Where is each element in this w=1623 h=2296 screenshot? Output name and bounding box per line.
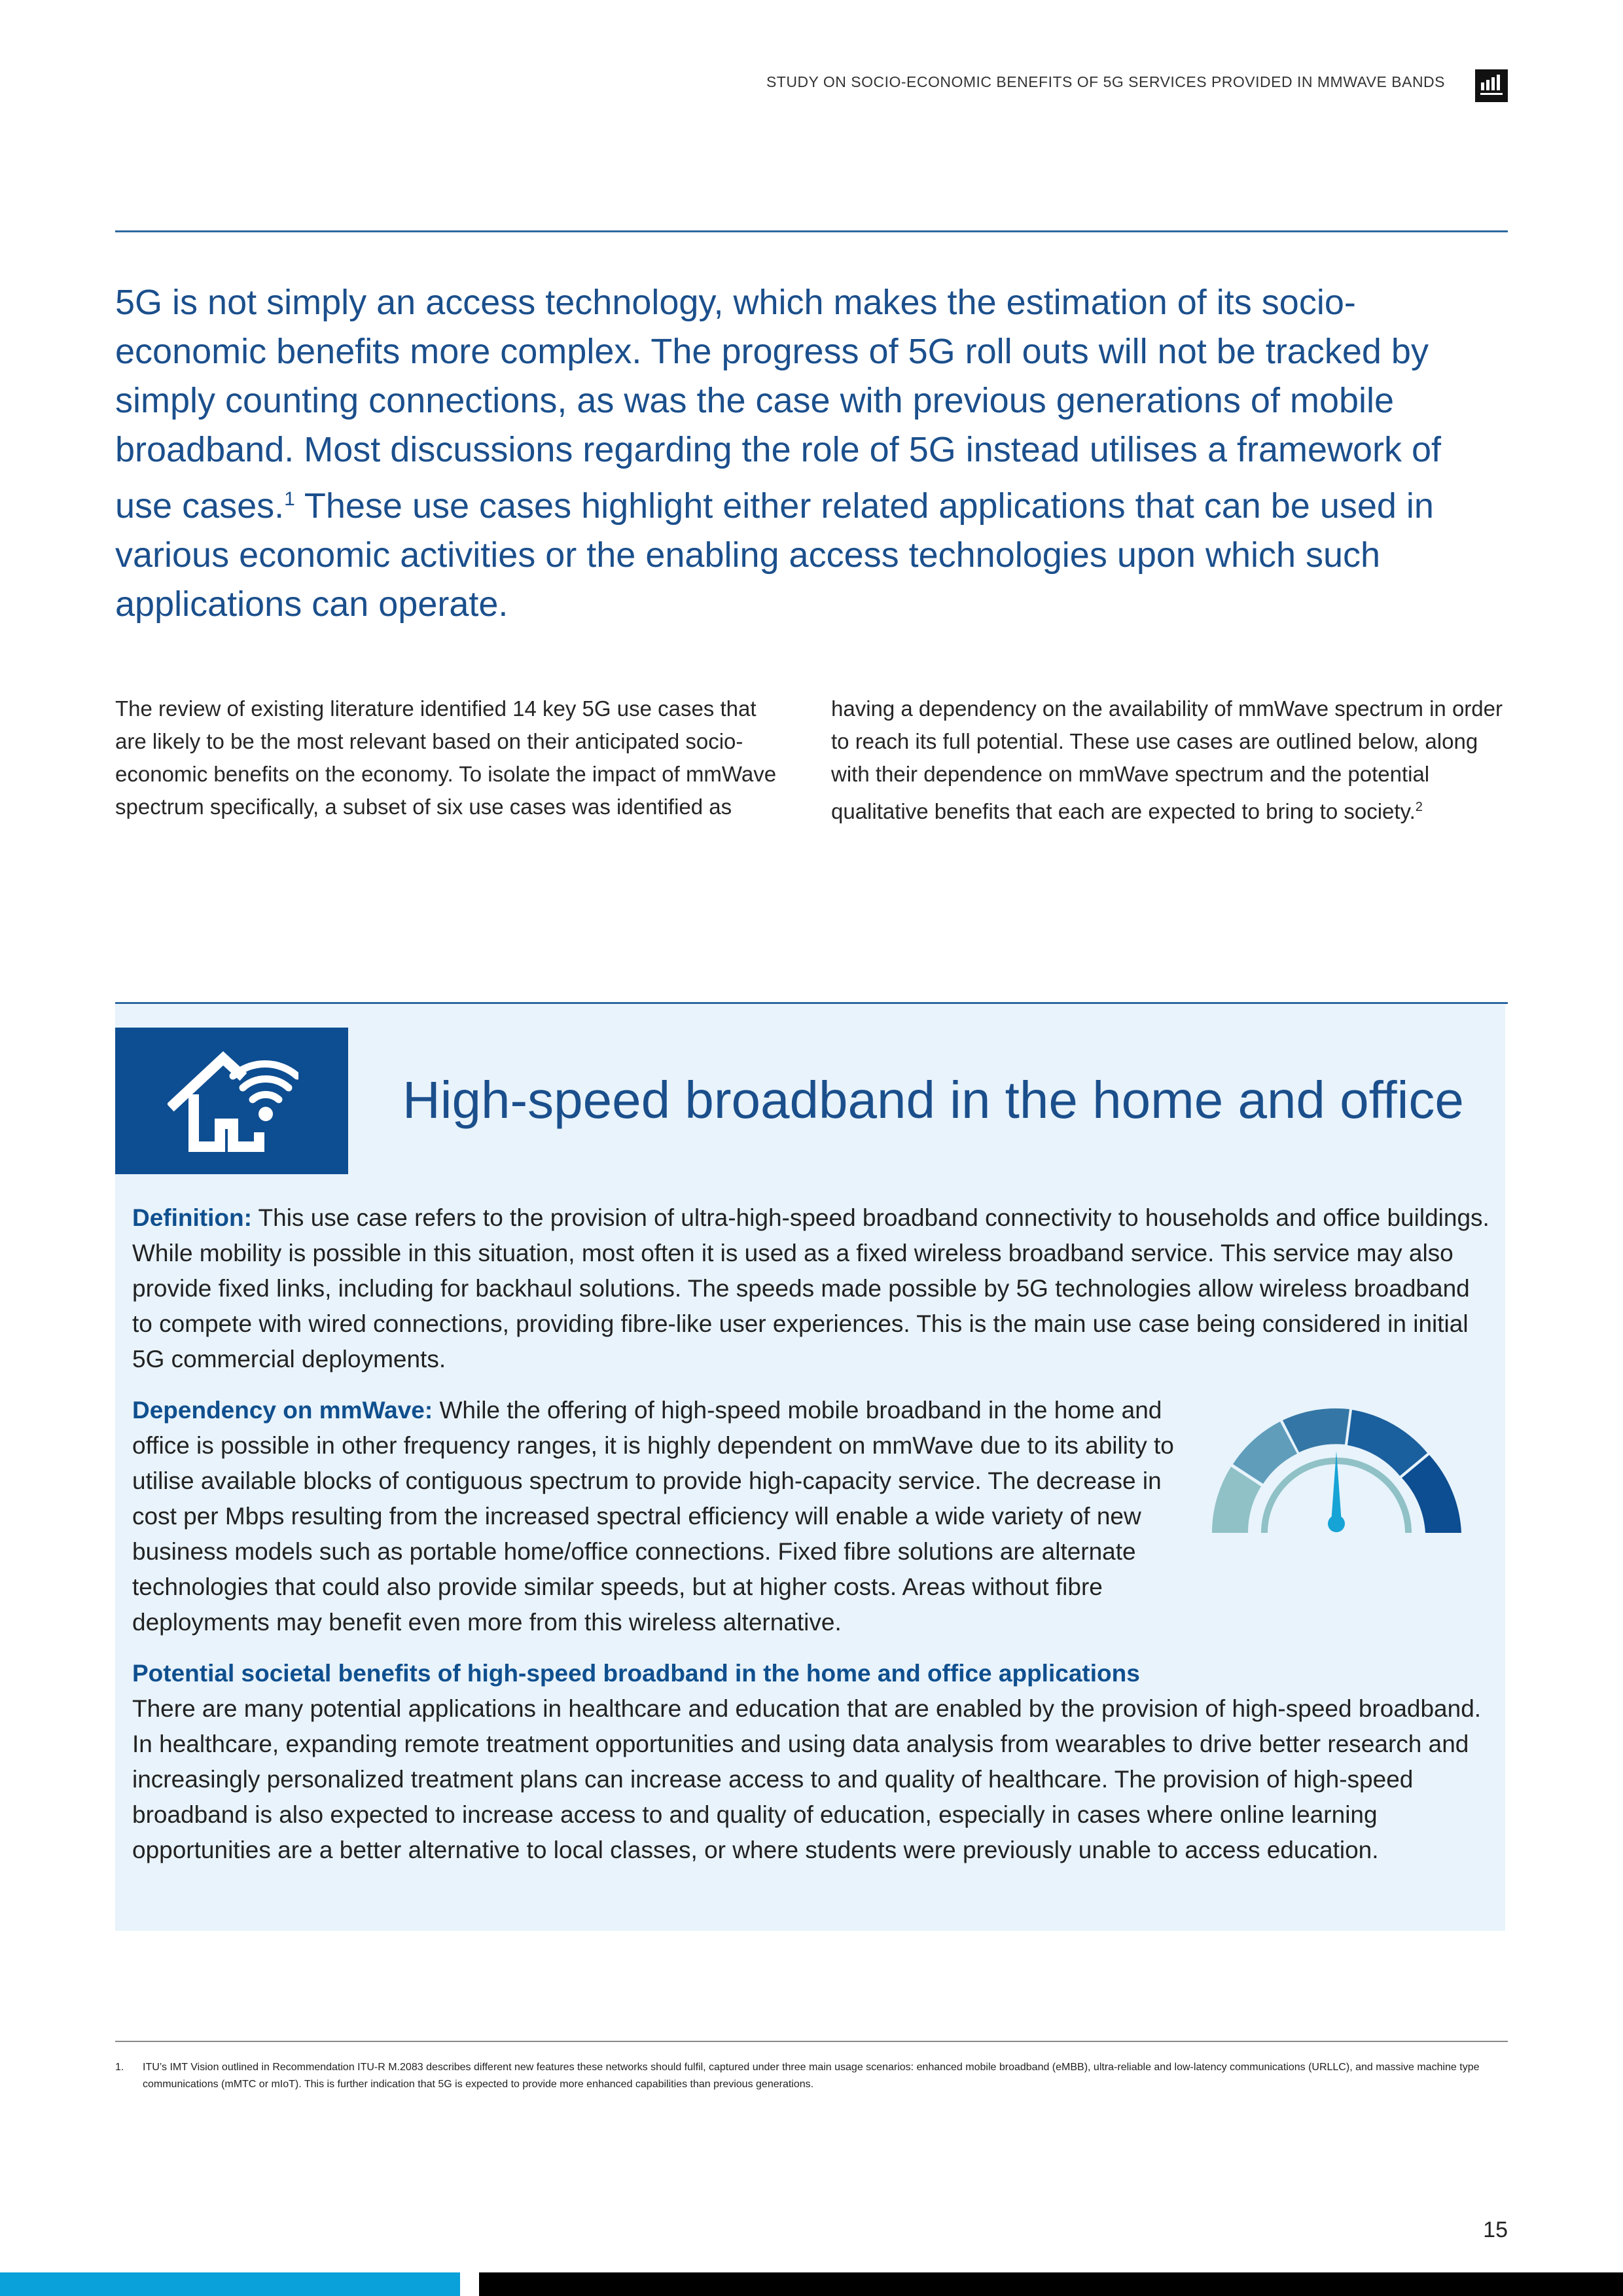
body-text: The review of existing literature identified 14 key 5G use cases that are likely to be the most relevant based on their anticipated socio-economic benefits on the economy. To isolate the impact of mmWave spectrum specifically, a subset of six use cases was identified as having a dependency on the availability of mmWave spectrum in order to reach its full potential. These use cases are outlined below, along with their dependence on mmWave spectrum and the potential qualitative benefits that each are expected to bring to society.$^2$: [115, 696, 1503, 823]
top-divider: [115, 230, 1508, 232]
speedometer-icon: [1211, 1404, 1463, 1545]
home-wifi-icon: [115, 1028, 348, 1174]
header-title: STUDY ON SOCIO-ECONOMIC BENEFITS OF 5G SERVICES PROVIDED IN MMWAVE BANDS: [766, 73, 1445, 90]
footnote-divider: [115, 2041, 1508, 2042]
gsma-logo-icon: [1475, 69, 1508, 102]
footnote-ref-1[interactable]: 1: [284, 488, 295, 510]
definition-paragraph: Definition: This use case refers to the provision of ultra-high-speed broadband connectivity to households and office buildings. While mobility is possible in this situation, most often it is used as a fixed wireless broadband service. This service may also provide fixed links, including for backhaul solutions. The speeds made possible by 5G technologies allow wireless broadband to compete with wired connections, providing fibre-like user experiences. This is the main use case being considered in initial 5G commercial deployments.: [132, 1204, 1489, 1372]
dependency-label: Dependency on mmWave:: [132, 1397, 433, 1424]
definition-label: Definition:: [132, 1204, 252, 1231]
section-divider: [115, 1002, 1508, 1004]
use-case-title: High-speed broadband in the home and office: [402, 1071, 1464, 1129]
dependency-paragraph: Dependency on mmWave: While the offering of high-speed mobile broadband in the home and office is possible in other frequency ranges, it is highly dependent on mmWave due to its ability to utilise available blocks of contiguous spectrum to provide high-capacity service. The decrease in cost per Mbps resulting from the increased spectral efficiency will enable a wide variety of new business models such as portable home/office connections. Fixed fibre solutions are alternate technologies that could also provide similar speeds, but at higher costs. Areas without fibre deployments may benefit even more from this wireless alternative.: [132, 1397, 1174, 1636]
footnote-1: [115, 2059, 1489, 2093]
footnote-number: 1.: [115, 2062, 124, 2073]
footnote-text: ITU’s IMT Vision outlined in Recommendation ITU-R M.2083 describes different new features these networks should fulfil, captured under three main usage scenarios: enhanced mobile broadband (eMBB), ultra-reliable and low-latency communications (URLLC), and massive machine type communications (mMTC or mIoT). This is further indication that 5G is expected to provide more enhanced capabilities than previous generations.: [143, 2062, 1480, 2090]
footer-bar-black: [479, 2272, 1623, 2296]
intro-paragraph: 5G is not simply an access technology, which makes the estimation of its socio-economic benefits more complex. The progress of 5G roll outs will not be tracked by simply counting connections, as was the case with previous generations of mobile broadband. Most discussions regarding the role of 5G instead utilises a framework of use cases.$^1$ These use cases highlight either related applications that can be used in various economic activities or the enabling access technologies upon which such applications can operate.: [115, 283, 1442, 624]
benefits-heading: Potential societal benefits of high-speed broadband in the home and office applications: [132, 1660, 1140, 1687]
page-number: 15: [1483, 2217, 1508, 2242]
footnote-ref-2[interactable]: 2: [1415, 800, 1423, 814]
benefits-paragraph: There are many potential applications in healthcare and education that are enabled by the provision of high-speed broadband. In healthcare, expanding remote treatment opportunities and using data analysis from wearables to drive better research and increasingly personalized treatment plans can increase access to and quality of healthcare. The provision of high-speed broadband is also expected to increase access to and quality of education, especially in cases where online learning opportunities are a better alternative to local classes, or where students were previously unable to access education.: [132, 1695, 1482, 1863]
footer-bar-cyan: [0, 2272, 460, 2296]
